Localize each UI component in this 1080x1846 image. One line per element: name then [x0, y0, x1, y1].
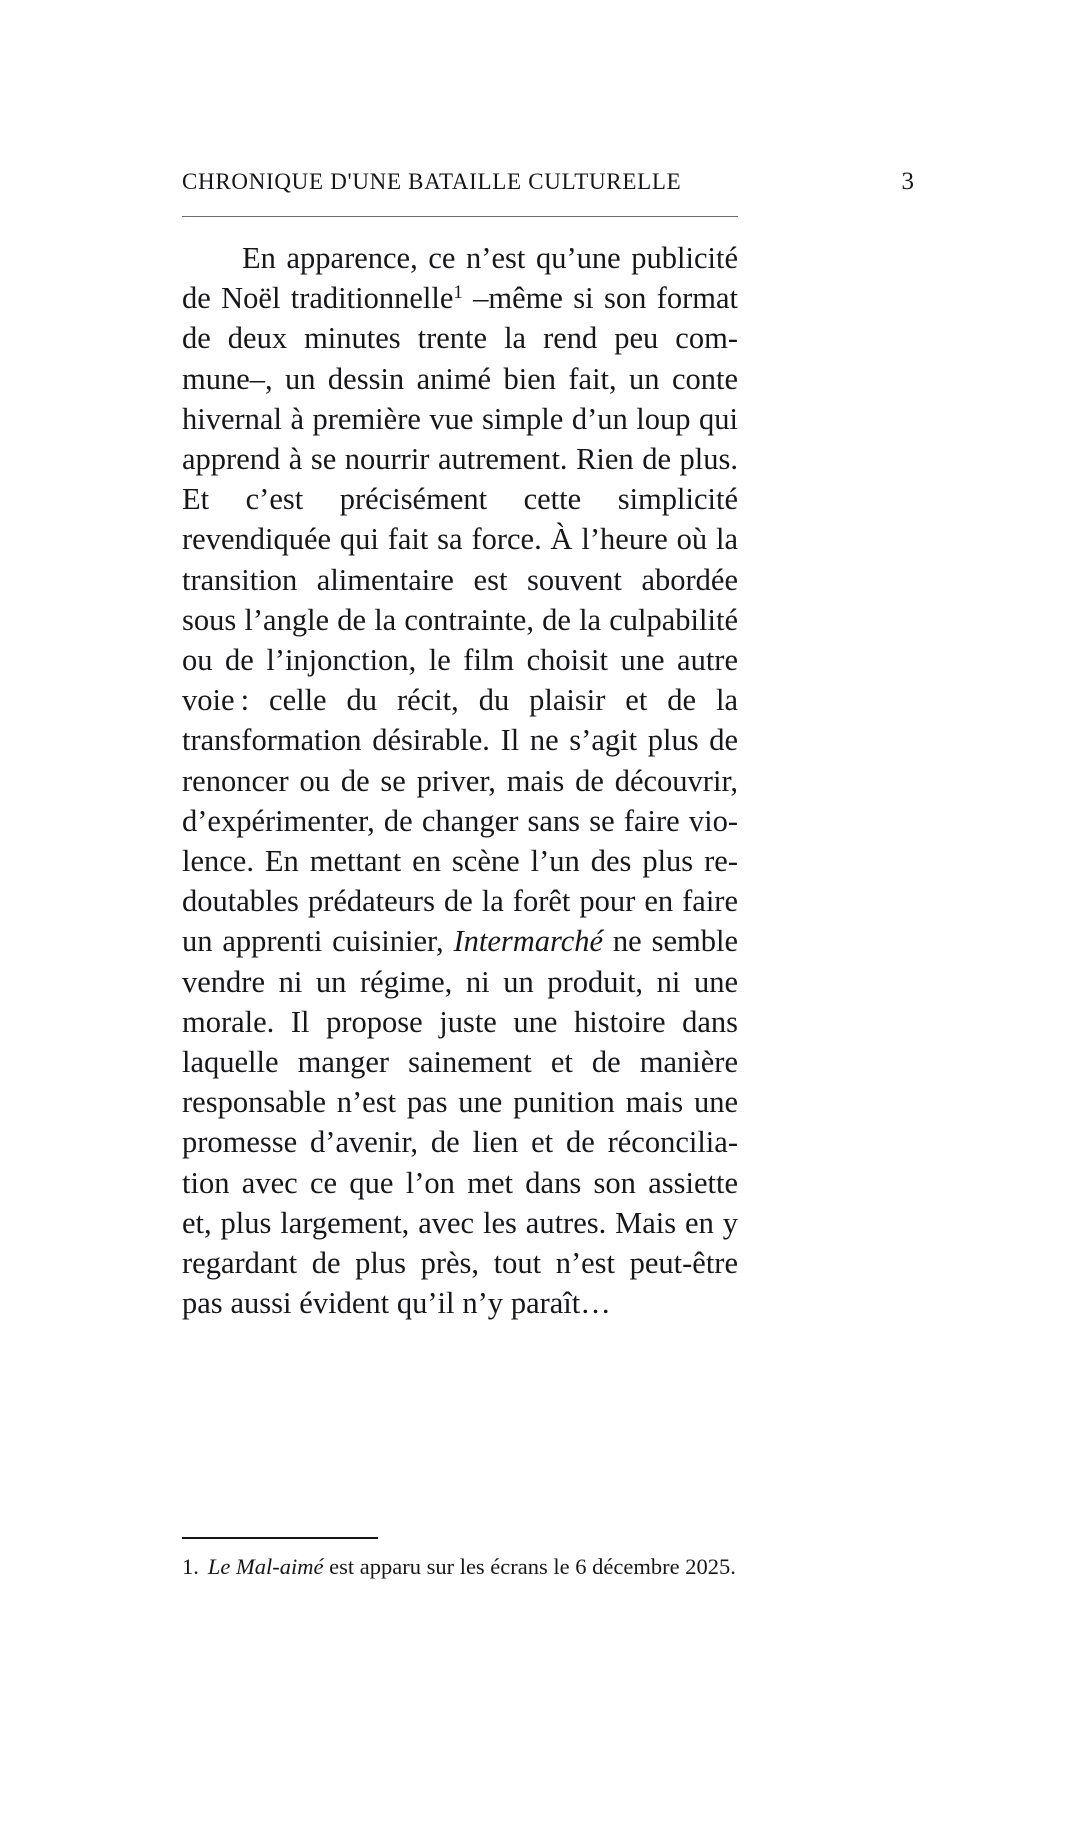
- footnote-number: 1.: [182, 1554, 199, 1579]
- footnote-separator-rule: [182, 1537, 378, 1539]
- running-head-title: CHRONIQUE D'UNE BATAILLE CULTURELLE: [182, 168, 682, 194]
- page-number: 3: [901, 168, 914, 195]
- header-rule: [182, 216, 738, 217]
- running-head: [182, 168, 918, 196]
- footnote-marker[interactable]: 1: [453, 282, 463, 304]
- footnote-item: [182, 1552, 742, 1582]
- footnote-text: Le Mal-aimé est apparu sur les écrans le 6 décembre 2025.: [207, 1554, 736, 1579]
- footnote-block: [182, 1552, 742, 1582]
- body-text-block: [182, 238, 738, 1323]
- body-paragraph: En apparence, ce n’est qu’une publicité de Noël traditionnelle$^1$ –même si son format de deux minutes trente la rend peu commune–, un dessin animé bien fait, un conte hivernal à première vue simple d’un loup qui apprend à se nourrir autrement. Rien de plus. Et c’est précisément cette simplicité revendiquée qui fait sa force. À l’heure où la transition alimentaire est souvent abordée sous l’angle de la contrainte, de la culpabilité ou de l’injonction, le film choisit une autre voie : celle du récit, du plaisir et de la transformation désirable. Il ne s’agit plus de renoncer ou de se priver, mais de découvrir, d’expérimenter, de changer sans se faire violence. En mettant en scène l’un des plus redoutables prédateurs de la forêt pour en faire un apprenti cuisinier, Intermarché ne semble vendre ni un régime, ni un produit, ni une morale. Il propose juste une histoire dans laquelle manger sainement et de manière responsable n’est pas une punition mais une promesse d’avenir, de lien et de réconciliation avec ce que l’on met dans son assiette et, plus largement, avec les autres. Mais en y regardant de plus près, tout n’est peut-être pas aussi évident qu’il n’y paraît…: [182, 241, 738, 1321]
- footnote-title-italic: Le Mal-aimé: [207, 1554, 324, 1579]
